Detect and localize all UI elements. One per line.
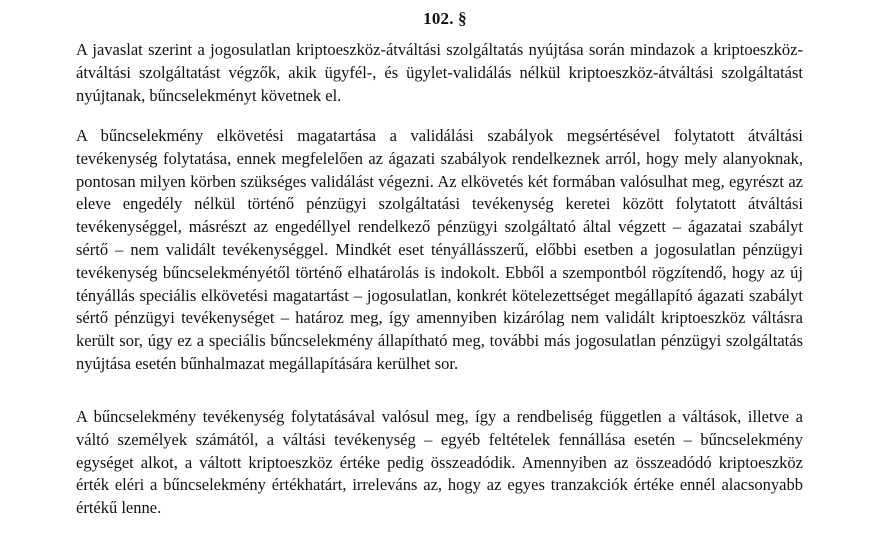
paragraph-2: A bűncselekmény elkövetési magatartása a validálási szabályok megsértésével folytatott átváltási tevékenység folytatása, ennek megfelelően az ágazati szabályok rendelkeznek arról, hogy mely alanyoknak, pontosan milyen körben szükséges validálást végezni. Az elkövetés két formában valósulhat meg, egyrészt az eleve engedély nélkül történő pénzügyi szolgáltatási tevékenység keretei között folytatott átváltási tevékenységgel, másrészt az engedéllyel rendelkező pénzügyi szolgáltató által végzett – ágazatai szabályt sértő – nem validált tevékenységgel. Mindkét eset tényállásszerű, előbbi esetben a jogosulatlan pénzügyi tevékenység bűncselekményétől történő elhatárolás is indokolt. Ebből a szempontból rögzítendő, hogy az új tényállás speciális elkövetési magatartást – jogosulatlan, konkrét kötelezettséget megállapító ágazati szabályt sértő pénzügyi tevékenységet – határoz meg, így amennyiben kizárólag nem validált kriptoeszköz váltásra került sor, úgy ez a speciális bűncselekmény állapítható meg, további más jogosulatlan pénzügyi szolgáltatás nyújtása esetén bűnhalmazat megállapítására kerülhet sor. bbox=[76, 126, 803, 373]
paragraph-3: A bűncselekmény tevékenység folytatásával valósul meg, így a rendbeliség független a váltások, illetve a váltó személyek számától, a váltási tevékenység – egyéb feltételek fennállása esetén – bűncselekmény egységet alkot, a váltott kriptoeszköz értéke pedig összeadódik. Amennyiben az összeadódó kriptoeszköz érték eléri a bűncselekmény értékhatárt, irreleváns az, hogy az egyes tranzakciók értéke ennél alacsonyabb értékű lenne. bbox=[76, 407, 803, 518]
paragraph-1: A javaslat szerint a jogosulatlan kriptoeszköz-átváltási szolgáltatás nyújtása során mindazok a kriptoeszköz-átváltási szolgáltatást végzők, akik ügyfél-, és ügylet-validálás nélkül kriptoeszköz-átváltási szolgáltatást nyújtanak, bűncselekményt követnek el. bbox=[76, 40, 803, 105]
section-heading: 102. § bbox=[423, 9, 467, 28]
